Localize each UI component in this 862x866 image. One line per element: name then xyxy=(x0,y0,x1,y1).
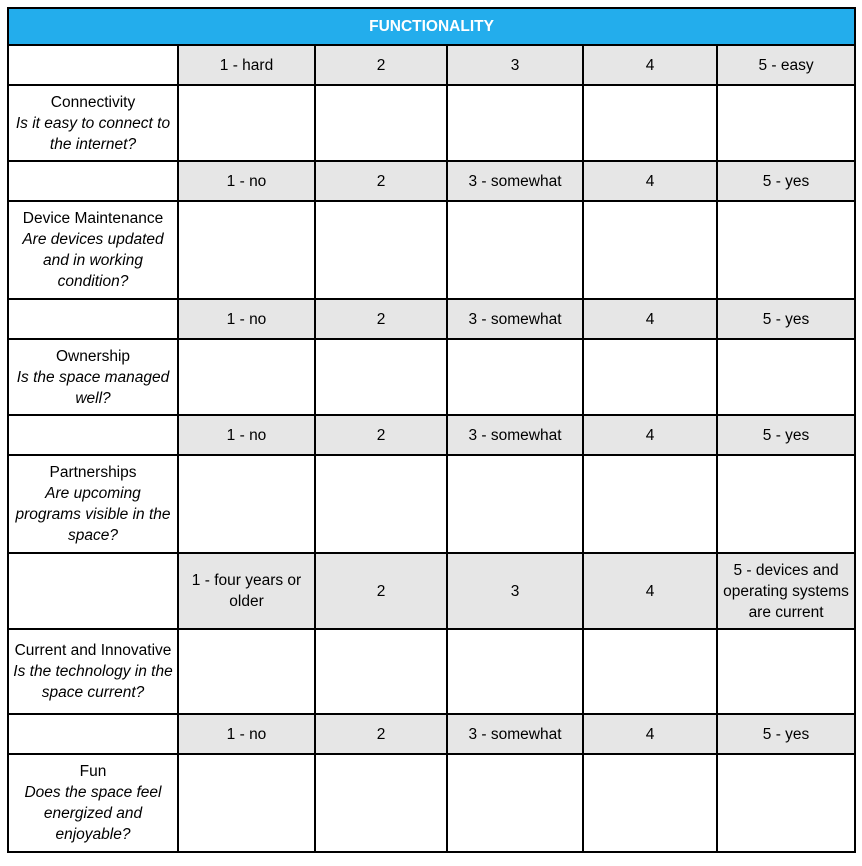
functionality-rubric-table xyxy=(7,7,856,853)
header-row xyxy=(8,8,855,45)
scale-label-1: 1 - no xyxy=(178,161,315,201)
rating-cell-1[interactable] xyxy=(178,85,315,161)
scale-label-5: 5 - devices and operating systems are current xyxy=(717,553,855,629)
rating-cell-3[interactable] xyxy=(447,629,583,714)
rating-cell-4[interactable] xyxy=(583,455,717,553)
scale-label-1: 1 - no xyxy=(178,415,315,455)
rating-cell-3[interactable] xyxy=(447,201,583,299)
rating-cell-3[interactable] xyxy=(447,754,583,852)
criterion-title: Current and Innovative xyxy=(14,642,172,659)
scale-label-1: 1 - no xyxy=(178,299,315,339)
scale-label-3: 3 xyxy=(447,553,583,629)
scale-row-label-cell xyxy=(8,553,178,629)
scale-label-2: 2 xyxy=(315,45,447,85)
rating-cell-3[interactable] xyxy=(447,85,583,161)
scale-label-4: 4 xyxy=(583,161,717,201)
rating-cell-5[interactable] xyxy=(717,455,855,553)
rating-cell-4[interactable] xyxy=(583,85,717,161)
scale-label-4: 4 xyxy=(583,415,717,455)
scale-row-label-cell xyxy=(8,714,178,754)
criterion-title: Device Maintenance xyxy=(22,210,164,227)
rating-cell-5[interactable] xyxy=(717,339,855,415)
scale-row-ownership xyxy=(8,299,855,339)
rating-cell-1[interactable] xyxy=(178,455,315,553)
rating-cell-2[interactable] xyxy=(315,85,447,161)
scale-label-2: 2 xyxy=(315,553,447,629)
rating-cell-2[interactable] xyxy=(315,339,447,415)
scale-row-connectivity xyxy=(8,45,855,85)
scale-label-4: 4 xyxy=(583,45,717,85)
criterion-row-device-maintenance xyxy=(8,201,855,299)
criterion-row-partnerships xyxy=(8,455,855,553)
scale-label-5: 5 - yes xyxy=(717,161,855,201)
rating-cell-3[interactable] xyxy=(447,339,583,415)
criterion-question: Is the space managed well? xyxy=(16,368,170,407)
rating-cell-2[interactable] xyxy=(315,754,447,852)
scale-row-device-maintenance xyxy=(8,161,855,201)
rating-cell-4[interactable] xyxy=(583,339,717,415)
scale-label-4: 4 xyxy=(583,714,717,754)
criterion-fun xyxy=(8,754,178,852)
scale-label-2: 2 xyxy=(315,161,447,201)
criterion-row-fun xyxy=(8,754,855,852)
criterion-title: Partnerships xyxy=(49,464,137,481)
scale-row-partnerships xyxy=(8,415,855,455)
criterion-partnerships xyxy=(8,455,178,553)
rating-cell-1[interactable] xyxy=(178,629,315,714)
criterion-row-ownership xyxy=(8,339,855,415)
criterion-device-maintenance xyxy=(8,201,178,299)
rating-cell-4[interactable] xyxy=(583,754,717,852)
scale-label-3: 3 - somewhat xyxy=(447,299,583,339)
scale-label-3: 3 - somewhat xyxy=(447,415,583,455)
criterion-title: Ownership xyxy=(55,347,131,365)
rating-cell-5[interactable] xyxy=(717,754,855,852)
scale-row-label-cell xyxy=(8,45,178,85)
rating-cell-5[interactable] xyxy=(717,201,855,299)
scale-row-label-cell xyxy=(8,415,178,455)
criterion-row-current-and-innovative xyxy=(8,629,855,714)
scale-label-5: 5 - yes xyxy=(717,299,855,339)
scale-label-4: 4 xyxy=(583,553,717,629)
criterion-current-and-innovative xyxy=(8,629,178,714)
scale-row-fun xyxy=(8,714,855,754)
criterion-question: Is it easy to connect to the internet? xyxy=(15,114,171,153)
rating-cell-5[interactable] xyxy=(717,629,855,714)
scale-label-2: 2 xyxy=(315,415,447,455)
scale-label-3: 3 - somewhat xyxy=(447,161,583,201)
scale-label-1: 1 - hard xyxy=(178,45,315,85)
rating-cell-2[interactable] xyxy=(315,455,447,553)
scale-row-current-and-innovative xyxy=(8,553,855,629)
criterion-question: Is the technology in the space current? xyxy=(13,663,173,701)
criterion-question: Are upcoming programs visible in the space? xyxy=(15,485,171,544)
criterion-row-connectivity xyxy=(8,85,855,161)
scale-label-5: 5 - yes xyxy=(717,714,855,754)
rating-cell-4[interactable] xyxy=(583,201,717,299)
scale-label-2: 2 xyxy=(315,714,447,754)
scale-label-1: 1 - four years or older xyxy=(178,553,315,629)
rating-cell-3[interactable] xyxy=(447,455,583,553)
rating-cell-5[interactable] xyxy=(717,85,855,161)
rating-cell-1[interactable] xyxy=(178,201,315,299)
scale-label-2: 2 xyxy=(315,299,447,339)
scale-label-5: 5 - yes xyxy=(717,415,855,455)
criterion-question: Are devices updated and in working condition? xyxy=(22,231,164,290)
scale-row-label-cell xyxy=(8,299,178,339)
scale-row-label-cell xyxy=(8,161,178,201)
scale-label-1: 1 - no xyxy=(178,714,315,754)
scale-label-3: 3 - somewhat xyxy=(447,714,583,754)
criterion-question: Does the space feel energized and enjoyable? xyxy=(24,784,162,843)
criterion-connectivity xyxy=(8,85,178,161)
rating-cell-2[interactable] xyxy=(315,629,447,714)
scale-label-3: 3 xyxy=(447,45,583,85)
criterion-ownership xyxy=(8,339,178,415)
scale-label-5: 5 - easy xyxy=(717,45,855,85)
rating-cell-1[interactable] xyxy=(178,339,315,415)
table-title: FUNCTIONALITY xyxy=(8,8,855,45)
rating-cell-1[interactable] xyxy=(178,754,315,852)
criterion-title: Connectivity xyxy=(50,93,136,111)
rating-cell-2[interactable] xyxy=(315,201,447,299)
scale-label-4: 4 xyxy=(583,299,717,339)
criterion-title: Fun xyxy=(79,763,107,780)
rating-cell-4[interactable] xyxy=(583,629,717,714)
